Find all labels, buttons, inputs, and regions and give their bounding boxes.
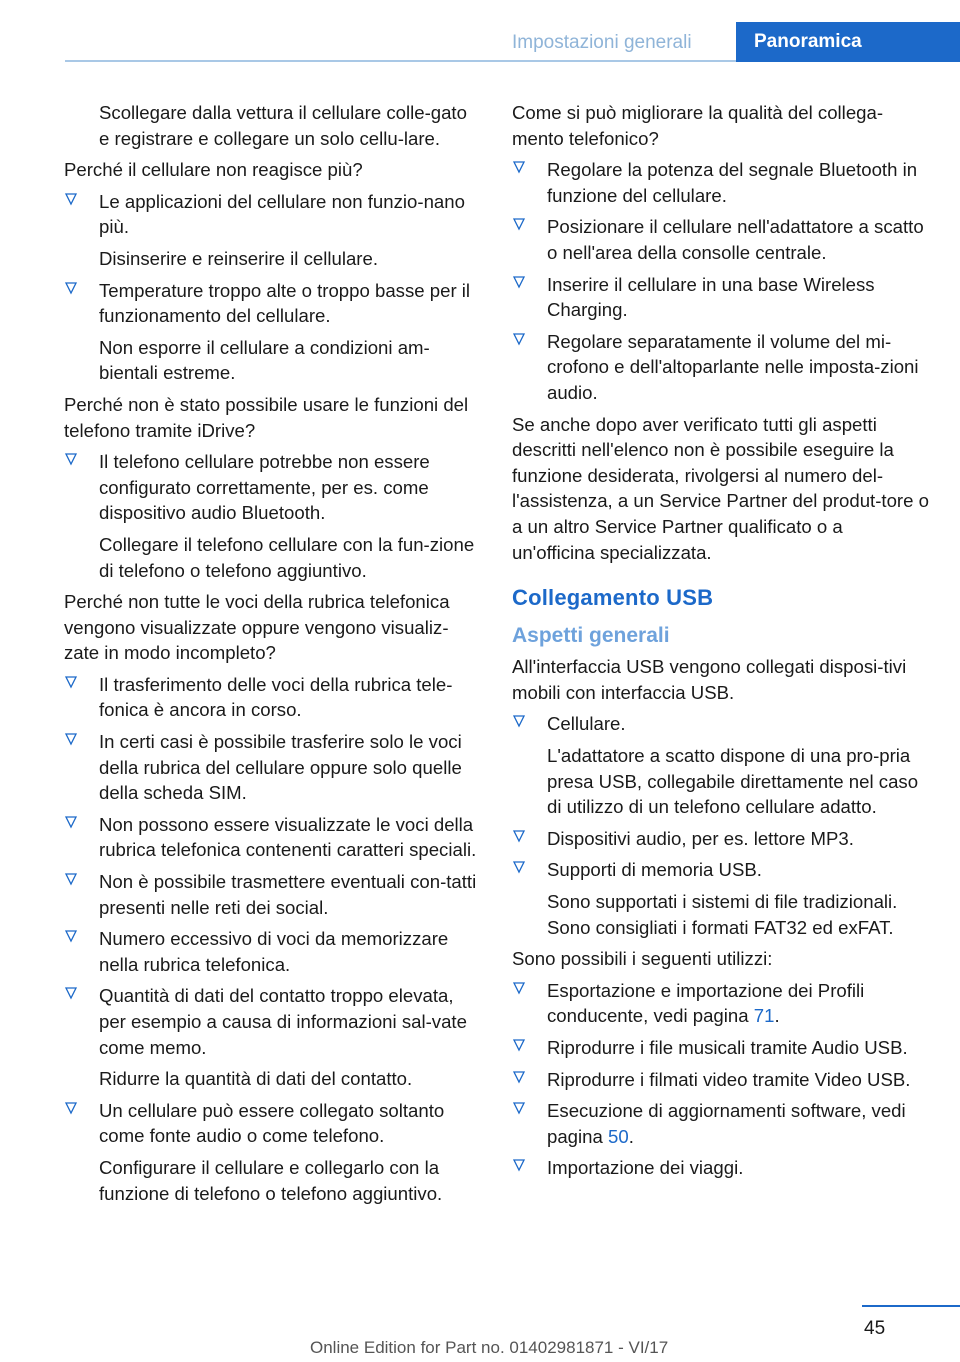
edition-note: Online Edition for Part no. 01402981871 - VI/17 xyxy=(310,1338,669,1357)
page-link[interactable]: 71 xyxy=(753,1005,775,1027)
list-item: Esecuzione di aggiornamenti software, vedi pagina 50. xyxy=(512,1098,930,1149)
page-link[interactable]: 50 xyxy=(608,1125,629,1147)
paragraph: Se anche dopo aver verificato tutti gli aspetti descritti nell'elenco non è possibile eseguire la funzione desiderata, rivolgersi al numero del-l'assistenza, a un Service Partner del produt-tore o a un altro Service Partner qualificato o a un'officina specializzata. xyxy=(512,413,929,563)
section-heading: Collegamento USB xyxy=(512,585,714,611)
question: Perché il cellulare non reagisce più? xyxy=(64,159,363,181)
triangle-bullet-icon xyxy=(64,815,78,829)
list-item: Supporti di memoria USB. xyxy=(512,857,930,883)
triangle-bullet-icon xyxy=(512,1101,526,1115)
list-item: Le applicazioni del cellulare non funzio-nano più. xyxy=(64,189,482,240)
triangle-bullet-icon xyxy=(512,275,526,289)
list-item: Inserire il cellulare in una base Wireless Charging. xyxy=(512,272,930,323)
list-item: Non possono essere visualizzate le voci della rubrica telefonica contenenti caratteri speciali. xyxy=(64,812,482,863)
triangle-bullet-icon xyxy=(64,281,78,295)
triangle-bullet-icon xyxy=(512,217,526,231)
list-item: Riprodurre i file musicali tramite Audio USB. xyxy=(512,1035,930,1061)
list-item: Esportazione e importazione dei Profili conducente, vedi pagina 71. xyxy=(512,978,930,1029)
list-sub: Disinserire e reinserire il cellulare. xyxy=(99,247,378,269)
paragraph: Scollegare dalla vettura il cellulare colle-gato e registrare e collegare un solo cellu-lare. xyxy=(99,102,467,149)
list-item: Dispositivi audio, per es. lettore MP3. xyxy=(512,826,930,852)
triangle-bullet-icon xyxy=(512,1158,526,1172)
triangle-bullet-icon xyxy=(512,829,526,843)
triangle-bullet-icon xyxy=(64,986,78,1000)
list-item: Importazione dei viaggi. xyxy=(512,1155,930,1181)
triangle-bullet-icon xyxy=(64,1101,78,1115)
list-item: Posizionare il cellulare nell'adattatore a scatto o nell'area della consolle centrale. xyxy=(512,214,930,265)
list-sub: Ridurre la quantità di dati del contatto. xyxy=(99,1068,413,1090)
list-sub: Non esporre il cellulare a condizioni am-bientali estreme. xyxy=(99,336,430,384)
list-item: Non è possibile trasmettere eventuali con-tatti presenti nelle reti dei social. xyxy=(64,869,482,920)
paragraph: All'interfaccia USB vengono collegati disposi-tivi mobili con interfaccia USB. xyxy=(512,656,907,703)
triangle-bullet-icon xyxy=(64,929,78,943)
header-section: Impostazioni generali xyxy=(512,32,692,53)
list-item: Un cellulare può essere collegato soltanto come fonte audio o come telefono. xyxy=(64,1098,482,1149)
list-item: Quantità di dati del contatto troppo elevata, per esempio a causa di informazioni sal-vate come memo. xyxy=(64,983,482,1060)
triangle-bullet-icon xyxy=(64,732,78,746)
triangle-bullet-icon xyxy=(512,160,526,174)
list-item: Riprodurre i filmati video tramite Video USB. xyxy=(512,1067,930,1093)
page-number: 45 xyxy=(864,1318,886,1339)
list-item: Il trasferimento delle voci della rubrica tele-fonica è ancora in corso. xyxy=(64,672,482,723)
triangle-bullet-icon xyxy=(512,1070,526,1084)
list-item: Regolare separatamente il volume del mi-crofono e dell'altoparlante nelle imposta-zioni audio. xyxy=(512,329,930,406)
question: Perché non tutte le voci della rubrica telefonica vengono visualizzate oppure vengono visualiz-zate in modo incompleto? xyxy=(64,591,450,664)
list-item: Regolare la potenza del segnale Bluetooth in funzione del cellulare. xyxy=(512,157,930,208)
list-item: Temperature troppo alte o troppo basse per il funzionamento del cellulare. xyxy=(64,278,482,329)
list-sub: Configurare il cellulare e collegarlo con la funzione di telefono o telefono aggiuntivo. xyxy=(99,1156,443,1204)
triangle-bullet-icon xyxy=(64,872,78,886)
triangle-bullet-icon xyxy=(512,860,526,874)
list-item: Numero eccessivo di voci da memorizzare nella rubrica telefonica. xyxy=(64,926,482,977)
question: Perché non è stato possibile usare le funzioni del telefono tramite iDrive? xyxy=(64,393,469,441)
paragraph: Sono possibili i seguenti utilizzi: xyxy=(512,948,773,970)
triangle-bullet-icon xyxy=(64,452,78,466)
list-sub: L'adattatore a scatto dispone di una pro-pria presa USB, collegabile direttamente nel caso di utilizzo di un telefono cellulare adatto. xyxy=(547,745,919,818)
triangle-bullet-icon xyxy=(64,675,78,689)
list-sub: Collegare il telefono cellulare con la fun-zione di telefono o telefono aggiuntivo. xyxy=(99,533,475,581)
list-item: In certi casi è possibile trasferire solo le voci della rubrica del cellulare oppure solo quelle della scheda SIM. xyxy=(64,729,482,806)
right-column xyxy=(512,100,930,1187)
header-tab: Panoramica xyxy=(736,22,960,62)
list-sub: Sono supportati i sistemi di file tradizionali. Sono consigliati i formati FAT32 ed exFAT. xyxy=(547,891,898,938)
triangle-bullet-icon xyxy=(512,981,526,995)
list-item: Il telefono cellulare potrebbe non essere configurato correttamente, per es. come dispositivo audio Bluetooth. xyxy=(64,449,482,526)
subsection-heading: Aspetti generali xyxy=(512,623,670,647)
triangle-bullet-icon xyxy=(512,1038,526,1052)
list-item: Cellulare. xyxy=(512,711,930,737)
question: Come si può migliorare la qualità del collega-mento telefonico? xyxy=(512,102,884,149)
triangle-bullet-icon xyxy=(512,714,526,728)
left-column xyxy=(64,100,482,1212)
triangle-bullet-icon xyxy=(512,332,526,346)
footer-rule xyxy=(862,1305,960,1307)
triangle-bullet-icon xyxy=(64,192,78,206)
